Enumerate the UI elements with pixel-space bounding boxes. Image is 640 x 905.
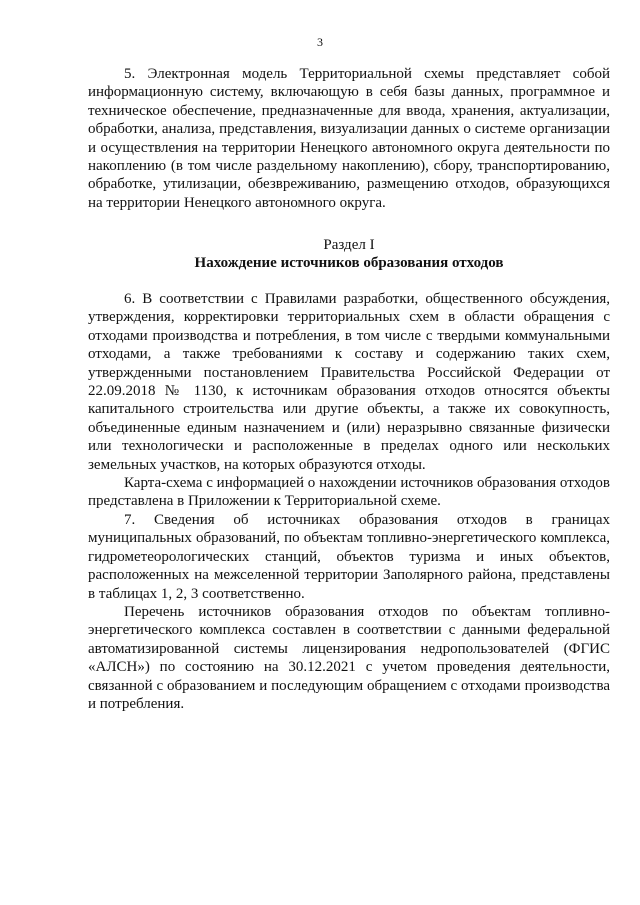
paragraph-list: Перечень источников образования отходов по объектам топливно-энергетического комплекса составлен в соответствии с данными федеральной автоматизированной системы лицензирования недропользователей (ФГИС «АЛСН») по состоянию на 30.12.2021 с учетом проведения деятельности, связанной с образованием и последующим обращением с отходами производства и потребления. [88,603,610,712]
paragraph-5: 5. Электронная модель Территориальной схемы представляет собой информационную систему, включающую в себя базы данных, программное и техническое обеспечение, предназначенные для ввода, хранения, актуализации, обработки, анализа, представления, визуализации данных о системе организации и осуществления на территории Ненецкого автономного округа деятельности по накоплению (в том числе раздельному накоплению), сбору, транспортированию, обработке, утилизации, обезвреживанию, размещению отходов, образующихся на территории Ненецкого автономного округа. [88,66,610,211]
section-label: Раздел I [323,237,375,253]
paragraph-6: 6. В соответствии с Правилами разработки, общественного обсуждения, утверждения, корректировки территориальных схем в области обращения с отходами производства и потребления, в том числе с твердыми коммунальными отходами, а также требованиями к составу и содержанию таких схем, утвержденными постановлением Правительства Российской Федерации от 22.09.2018 № 1130, к источникам образования отходов относятся объекты капитального строительства или другие объекты, а также их совокупность, объединенные единым назначением и (или) неразрывно связанные физически или технологически и расположенные в пределах одного или нескольких земельных участков, на которых образуются отходы. [88,291,610,473]
section-text-block [88,290,610,713]
paragraph-map: Карта-схема с информацией о нахождении источников образования отходов представлена в Приложении к Территориальной схеме. [88,475,610,510]
section-title: Нахождение источников образования отходов [194,255,504,271]
intro-text-block [88,65,610,212]
page-number: 3 [317,35,323,49]
paragraph-7: 7. Сведения об источниках образования отходов в границах муниципальных образований, по объектам топливно-энергетического комплекса, гидрометеорологических станций, объектов туризма и иных объектов, расположенных на межселенной территории Заполярного района, представлены в таблицах 1, 2, 3 соответственно. [88,511,610,602]
